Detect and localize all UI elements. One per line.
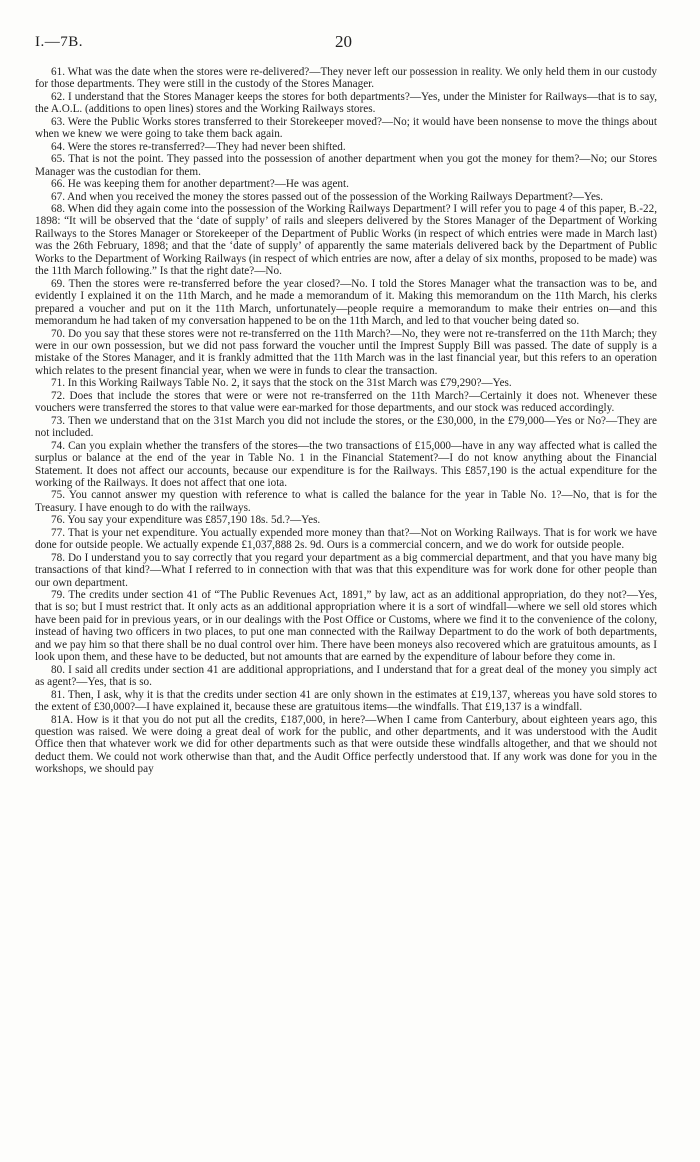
document-reference: I.—7B. [35,34,83,50]
paragraph-79: 79. The credits under section 41 of “The Public Revenues Act, 1891,” by law, act as an additional appropriation, do they not?—Yes, that is so; but I must restrict that. It only acts as an additional appropriation where it is a sort of windfall—where we sell old stores which have been paid for in previous years, or in our dealings with the Post Office or Customs, where we find it to the convenience of the colony, instead of having two officers in two places, to put one man connected with the Railway Department to do the work of both departments, and we pay him so that there shall be no dual control over him. There have been moneys also recovered which are gratuitous amounts, as I look upon them, and these have to be deducted, but not amounts that are earned by the expenditure of labour before they come in. [35,589,657,664]
paragraph-67: 67. And when you received the money the stores passed out of the possession of the Working Railways Department?—Yes. [51,190,604,203]
paragraph-81a: 81A. How is it that you do not put all the credits, £187,000, in here?—When I came from Canterbury, about eighteen years ago, this question was raised. We were doing a great deal of work for the public, and other departments, and it was understood with the Audit Office then that whatever work we did for other departments such as that were outside these windfalls altogether, and that we should not deduct them. We could not work otherwise than that, and the Audit Office perfectly understood that. If any work was done for you in the workshops, we should pay [35,713,657,776]
paragraph-72: 72. Does that include the stores that were or were not re-transferred on the 11th March?—Certainly it does not. Whenever these vouchers were transferred the stores to that value were ear-marked for those departments, and our stock was reduced accordingly. [35,389,657,415]
paragraph-61: 61. What was the date when the stores were re-delivered?—They never left our possession in reality. We only held them in our custody for those departments. They were still in the custody of the Stores Manager. [35,66,657,91]
paragraph-71: 71. In this Working Railways Table No. 2, it says that the stock on the 31st March was £79,290?—Yes. [51,377,512,390]
page-header [35,30,657,66]
paragraph-75: 75. You cannot answer my question with reference to what is called the balance for the year in Table No. 1?—No, that is for the Treasury. I have enough to do with the railways. [35,489,657,514]
page-body [35,66,657,776]
paragraph-68: 68. When did they again come into the possession of the Working Railways Department? I will refer you to page 4 of this paper, B.-22, 1898: “It will be observed that the ‘date of supply’ of rails and sleepers delivered by the Stores Manager of the Department of Working Railways to the Stores Manager or Storekeeper of the Department of Public Works (in respect of which entries were made in March last) was the 26th February, 1898; and that the ‘date of supply’ of apparently the same materials delivered back by the Department of Public Works to the Department of Working Railways (in respect of which entries are now, after a delay of six months, proposed to be made) was the 11th March following.” Is that the right date?—No. [35,202,657,278]
paragraph-73: 73. Then we understand that on the 31st March you did not include the stores, or the £30,000, in the £79,000—Yes or No?—They are not included. [35,414,657,440]
paragraph-64: 64. Were the stores re-transferred?—They had never been shifted. [51,140,346,153]
paragraph-66: 66. He was keeping them for another department?—He was agent. [51,178,349,191]
page-number: 20 [335,32,352,51]
paragraph-80: 80. I said all credits under section 41 are additional appropriations, and I understand that for a great deal of the money you simply act as agent?—Yes, that is so. [35,663,657,689]
paragraph-69: 69. Then the stores were re-transferred before the year closed?—No. I told the Stores Manager what the transaction was to be, and evidently I explained it on the 11th March, and he made a memorandum of it. Making this memorandum on the 11th March, his clerks prepared a voucher and put on it the 11th March, unfortunately—people require a memorandum to make their entries on—and this memorandum he had taken of my conversation happened to be on the 11th March, and led to that voucher being dated so. [35,277,657,328]
paragraph-77: 77. That is your net expenditure. You actually expended more money than that?—Not on Working Railways. That is for work we have done for outside people. We actually expende £1,037,888 2s. 9d. Ours is a commercial concern, and we do work for outside people. [35,526,657,552]
paragraph-62: 62. I understand that the Stores Manager keeps the stores for both departments?—Yes, under the Minister for Railways—that is to say, the A.O.L. (additions to open lines) stores and the Working Railways stores. [35,90,657,116]
paragraph-63: 63. Were the Public Works stores transferred to their Storekeeper moved?—No; it would have been nonsense to move the things about when we knew we were going to take them back again. [35,115,657,141]
paragraph-81: 81. Then, I ask, why it is that the credits under section 41 are only shown in the estimates at £19,137, whereas you have sold stores to the extent of £30,000?—I have explained it, because these are gratuitous items—the windfalls. That £19,137 is a windfall. [35,688,657,714]
paragraph-74: 74. Can you explain whether the transfers of the stores—the two transactions of £15,000—have in any way affected what is called the surplus or balance at the end of the year in Table No. 1 in the Financial Statement?—I do not know anything about the Financial Statement. It does not affect our accounts, because our expenditure is for the Railways. This £857,190 is the actual expenditure for the working of the Railways. It does not affect that one iota. [35,439,657,489]
paragraph-78: 78. Do I understand you to say correctly that you regard your department as a big commercial department, and that you have many big transactions of that kind?—What I referred to in connection with that was that this expenditure was for work done for other people than our own department. [35,551,657,589]
paragraph-76: 76. You say your expenditure was £857,190 18s. 5d.?—Yes. [51,514,321,527]
paragraph-65: 65. That is not the point. They passed into the possession of another department when you got the money for them?—No; our Stores Manager was the custodian for them. [35,153,657,178]
paragraph-70: 70. Do you say that these stores were not re-transferred on the 11th March?—No, they were not re-transferred on the 11th March; they were in our own possession, but we did not pass forward the voucher until the Imprest Supply Bill was passed. The date of supply is a mistake of the Stores Manager, and it is frankly admitted that the 11th March was in the last financial year, but this refers to an operation which relates to the present financial year, when we were in funds to clear the transaction. [35,327,657,377]
